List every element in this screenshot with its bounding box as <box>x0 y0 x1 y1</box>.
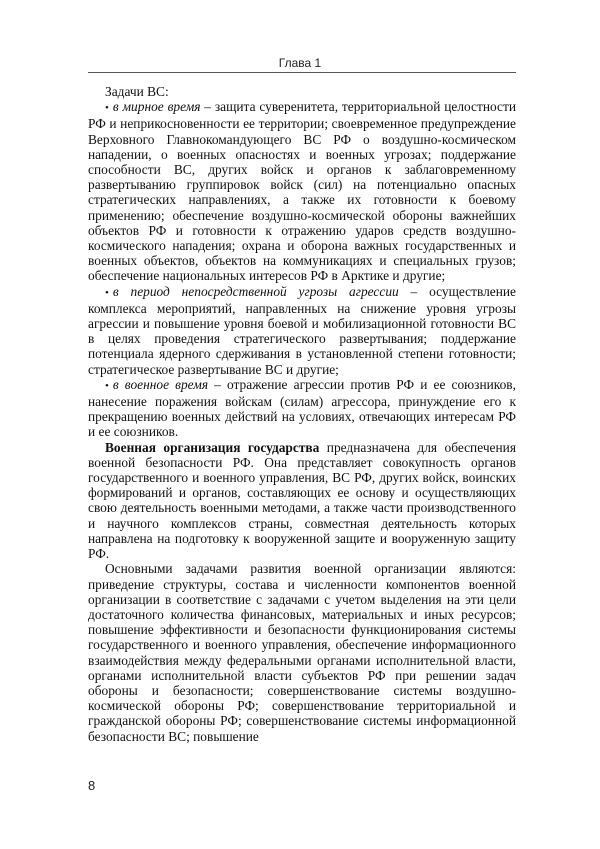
bullet-peacetime <box>88 99 516 283</box>
bullet-term: в военное время <box>112 376 209 392</box>
bullet-icon: • <box>105 102 109 115</box>
bullet-text: – отражение агрессии против РФ и ее союзников, нанесение поражения войскам (силам) агрессора, принуждение его к прекращению военных действий на условиях, отвечающих интересам РФ и ее союзников. <box>88 376 516 440</box>
bullet-icon: • <box>105 286 109 299</box>
military-organization-term: Военная организация государства <box>105 439 320 455</box>
development-tasks-paragraph: Основными задачами развития военной организации являются: приведение структуры, состава и численности компонентов военной организации в соответствие с задачами с учетом выделения на эти цели достаточного количества финансовых, материальных и иных ресурсов; повышение эффективности и безопасности функционирования системы государственного и военного управления, обеспечение информационного взаимодействия между федеральными органами исполнительной власти, органами исполнительной власти субъектов РФ при решении задач обороны и безопасности; совершенствование системы воздушно-космической обороны РФ; совершенствование территориальной и гражданской обороны РФ; совершенствование системы информационной безопасности ВС; повышение <box>88 561 516 744</box>
bullet-threat-period <box>88 284 516 377</box>
header-rule <box>88 72 516 73</box>
tasks-title: Задачи ВС: <box>105 84 169 99</box>
page-number: 8 <box>88 778 96 793</box>
bullet-wartime <box>88 377 516 440</box>
page-body <box>88 84 516 744</box>
military-organization-paragraph <box>88 440 516 562</box>
bullet-text: – осуществление комплекса мероприятий, направленных на снижение уровня угрозы агрессии и повышение уровня боевой и мобилизационной готовности ВС в целях проведения стратегического развертывания; поддержание потенциала ядерного сдерживания в установленной степени готовности; стратегическое развертывание ВС и другие; <box>88 283 517 377</box>
running-header: Глава 1 <box>278 56 322 70</box>
military-organization-text: предназначена для обеспечения военной безопасности РФ. Она представляет совокупность органов государственного и военного управления, ВС РФ, других войск, воинских формирований и органов, составляющих ее основу и осуществляющих свою деятельность военными методами, а также части производственного и научного комплексов страны, совместная деятельность которых направлена на подготовку к вооруженной защите и вооруженную защиту РФ. <box>88 439 516 562</box>
bullet-term: в период непосредственной угрозы агрессии <box>112 283 399 299</box>
bullet-term: в мирное время <box>112 99 201 115</box>
bullet-icon: • <box>105 379 109 392</box>
bullet-text: – защита суверенитета, территориальной целостности РФ и неприкосновенности ее территории; своевременное предупреждение Верховного Главнокомандующего ВС РФ о воздушно-космическом нападении, о военных опасностях и военных угрозах; поддержание способности ВС, других войск и органов к заблаговременному развертыванию группировок войск (сил) на потенциально опасных стратегических направлениях, а также их готовности к боевому применению; обеспечение воздушно-космической обороны важнейших объектов РФ и готовности к отражению ударов средств воздушно-космического нападения; охрана и оборона важных государственных и военных объектов, объектов на коммуникациях и специальных грузов; обеспечение национальных интересов РФ в Арктике и другие; <box>88 99 516 284</box>
